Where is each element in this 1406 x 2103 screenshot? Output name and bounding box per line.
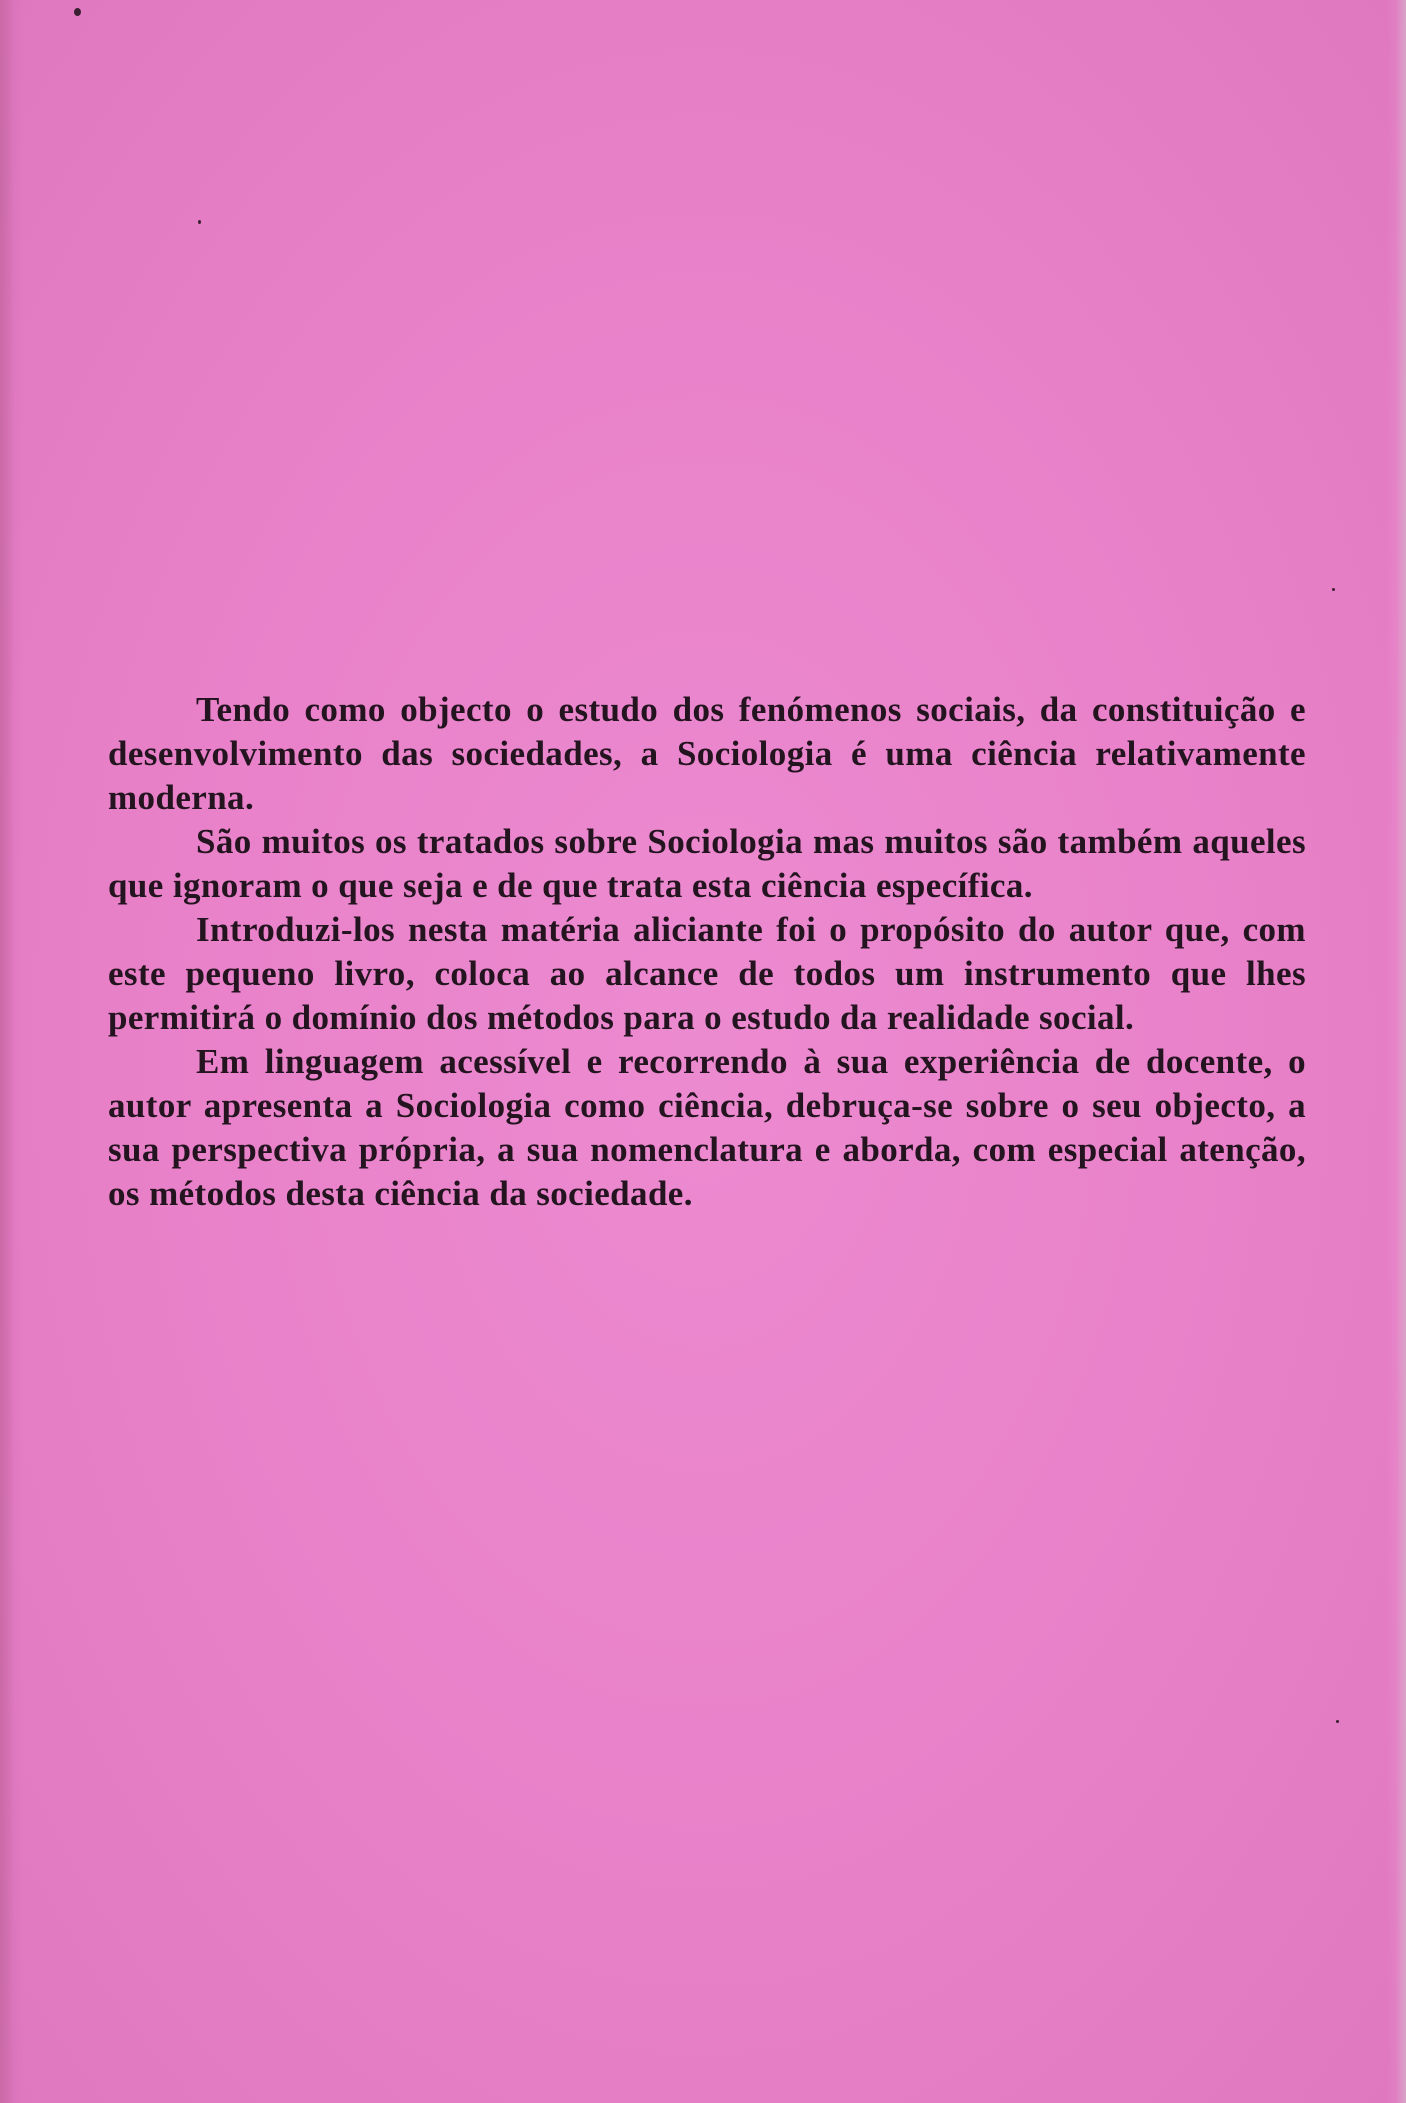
blurb-paragraph: Em linguagem acessível e recorrendo à sua experiência de docente, o autor apresenta a Sociologia como ciência, debruça-se sobre o seu objecto, a sua perspectiva própria, a sua nomenclatura e aborda, com especial atenção, os métodos desta ciência da sociedade. (108, 1042, 1306, 1213)
print-speck (1332, 588, 1335, 591)
spine-edge-shadow (0, 0, 14, 2103)
print-speck (198, 220, 201, 224)
page-edge-highlight (1396, 0, 1406, 2103)
blurb-paragraph: Introduzi-los nesta matéria aliciante foi o propósito do autor que, com este pequeno livro, coloca ao alcance de todos um instrumento que lhes permitirá o domínio dos métodos para o estudo da realidade social. (108, 910, 1306, 1037)
blurb-paragraph: Tendo como objecto o estudo dos fenómenos sociais, da constituição e desenvolvimento das sociedades, a Sociologia é uma ciência relativamente moderna. (108, 690, 1306, 817)
blurb-text (108, 688, 1306, 1216)
blurb-paragraph: São muitos os tratados sobre Sociologia mas muitos são também aqueles que ignoram o que seja e de que trata esta ciência específica. (108, 822, 1306, 905)
print-speck (1336, 1720, 1339, 1723)
print-speck (74, 8, 81, 16)
